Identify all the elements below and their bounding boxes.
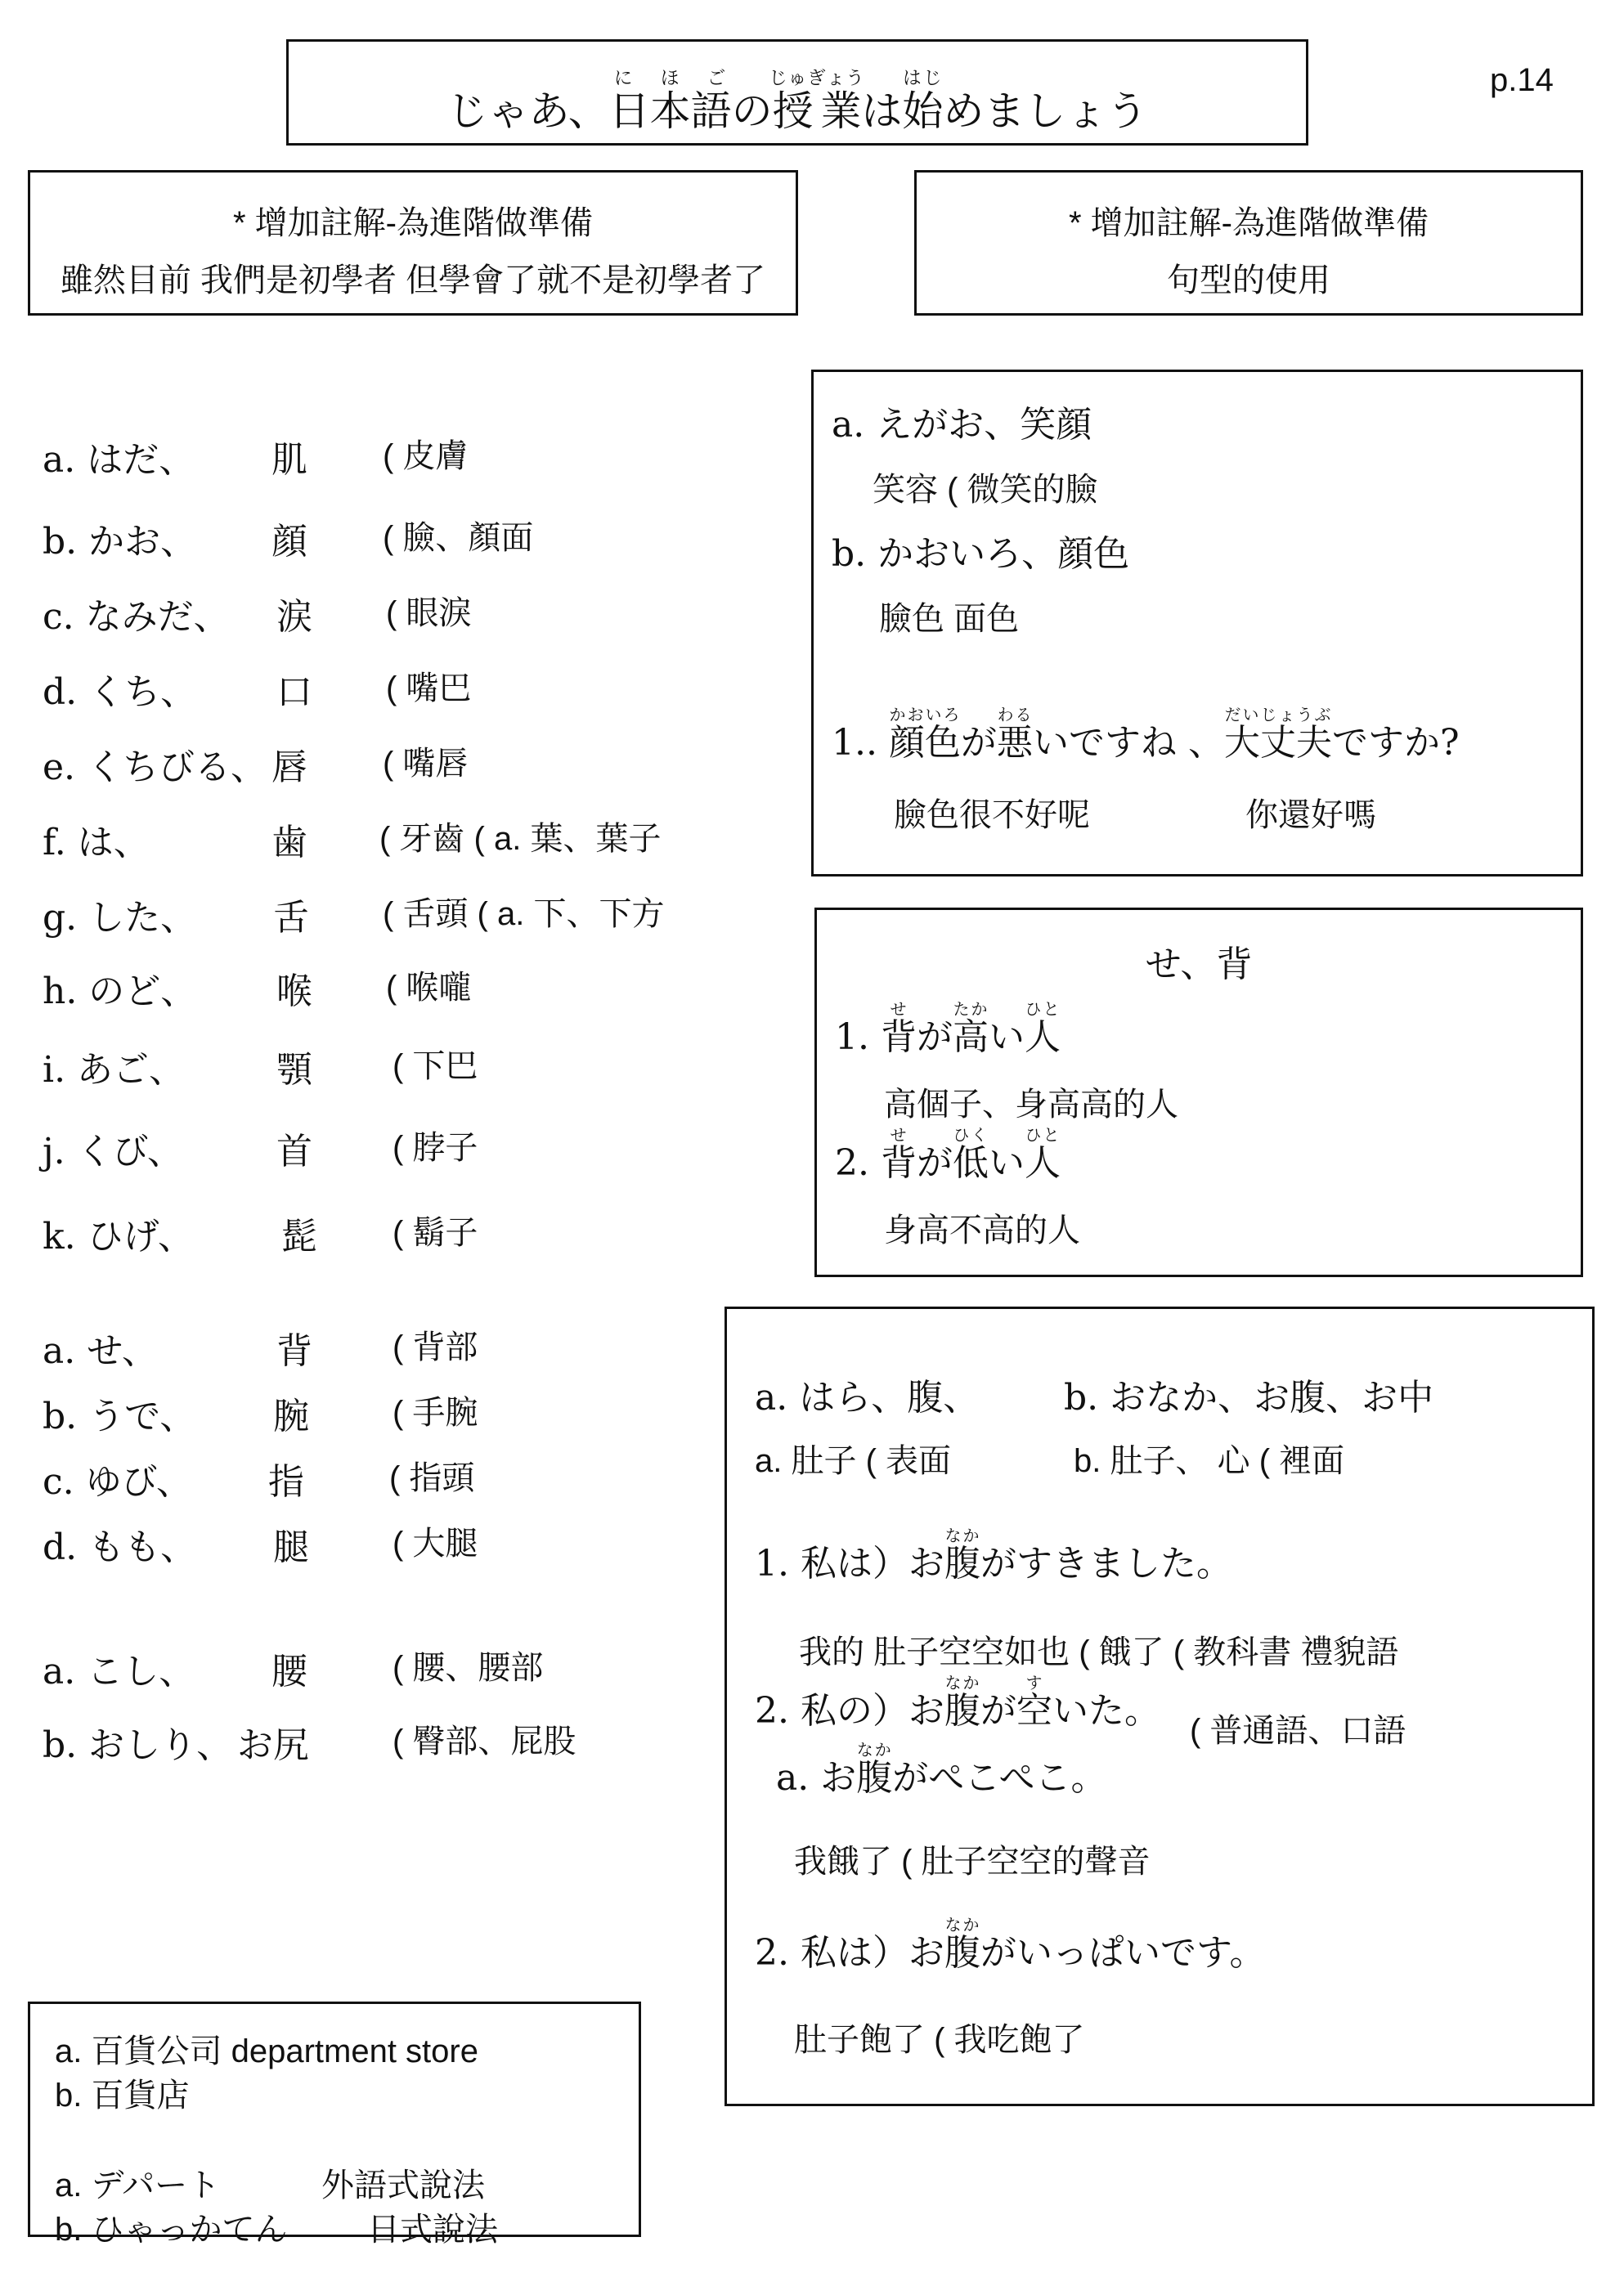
face-a-meaning: 笑容 ( 微笑的臉 <box>873 472 1098 508</box>
store-line1: a. 百貨公司 department store <box>55 2033 478 2069</box>
hara-example-2a: a. お腹なかがぺこぺこ。 <box>776 1741 1107 1799</box>
se-example-1-meaning: 高個子、身高高的人 <box>884 1087 1178 1123</box>
title-box <box>286 39 1308 146</box>
page-title: じゃあ、日本語に ほ ごの授業じゅぎょうは始はじめましょう <box>446 68 1148 135</box>
store-line3b: 外語式說法 <box>321 2168 485 2204</box>
face-b-line: b. かおいろ、顔色 <box>832 533 1130 575</box>
note-left-line2: 雖然目前 我們是初學者 但學會了就不是初學者了 <box>60 262 766 298</box>
hara-example-2: 2. 私の）お腹なかが空すいた。 <box>755 1674 1160 1732</box>
face-a-line: a. えがお、笑顔 <box>832 404 1092 446</box>
se-example-1: 1. 背せが高たかい人ひと <box>835 1000 1061 1058</box>
face-expressions-box <box>811 370 1583 876</box>
hara-example-3-meaning: 肚子飽了 ( 我吃飽了 <box>794 2022 1085 2058</box>
hara-example-1-meaning: 我的 肚子空空如也 ( 餓了 ( 教科書 禮貌語 <box>799 1634 1399 1670</box>
se-example-2: 2. 背せが低ひくい人ひと <box>835 1126 1061 1184</box>
hara-line2b: b. 肚子、 心 ( 裡面 <box>1074 1443 1345 1479</box>
hara-example-3: 2. 私は）お腹なかがいっぱいです。 <box>755 1916 1266 1974</box>
hara-box <box>725 1307 1595 2106</box>
page-number: p.14 <box>1490 62 1554 98</box>
hara-line1b: b. おなか、お腹、お中 <box>1064 1377 1434 1419</box>
hara-line1a: a. はら、腹、 <box>755 1377 980 1419</box>
hara-example-1: 1. 私は）お腹なかがすきました。 <box>755 1527 1232 1585</box>
face-example-meaning-1: 臉色很不好呢 <box>894 797 1090 833</box>
store-line2: b. 百貨店 <box>55 2078 190 2114</box>
store-line4a: b. ひゃっかてん <box>55 2212 288 2248</box>
se-box <box>814 908 1583 1277</box>
note-left-box <box>28 170 798 316</box>
note-right-box <box>914 170 1583 316</box>
note-right-line2: 句型的使用 <box>1167 262 1330 298</box>
hara-example-2-note: ( 普通語、口語 <box>1190 1713 1406 1749</box>
store-line3a: a. デパート <box>55 2168 221 2204</box>
hara-example-2a-meaning: 我餓了 ( 肚子空空的聲音 <box>794 1844 1151 1880</box>
hara-line2a: a. 肚子 ( 表面 <box>755 1443 952 1479</box>
store-line4b: 日式說法 <box>367 2212 498 2248</box>
face-example-1: 1.. 顔色かおいろが悪わるいですね 、大丈夫だいじょうぶですか? <box>832 706 1460 764</box>
note-right-line1: * 增加註解-為進階做準備 <box>1069 205 1429 241</box>
se-heading: せ、背 <box>1145 944 1253 985</box>
face-b-meaning: 臉色 面色 <box>879 601 1020 637</box>
store-box <box>28 2002 641 2248</box>
note-left-line1: * 增加註解-為進階做準備 <box>233 205 593 241</box>
se-example-2-meaning: 身高不高的人 <box>884 1213 1080 1249</box>
face-example-meaning-2: 你還好嗎 <box>1245 797 1376 833</box>
